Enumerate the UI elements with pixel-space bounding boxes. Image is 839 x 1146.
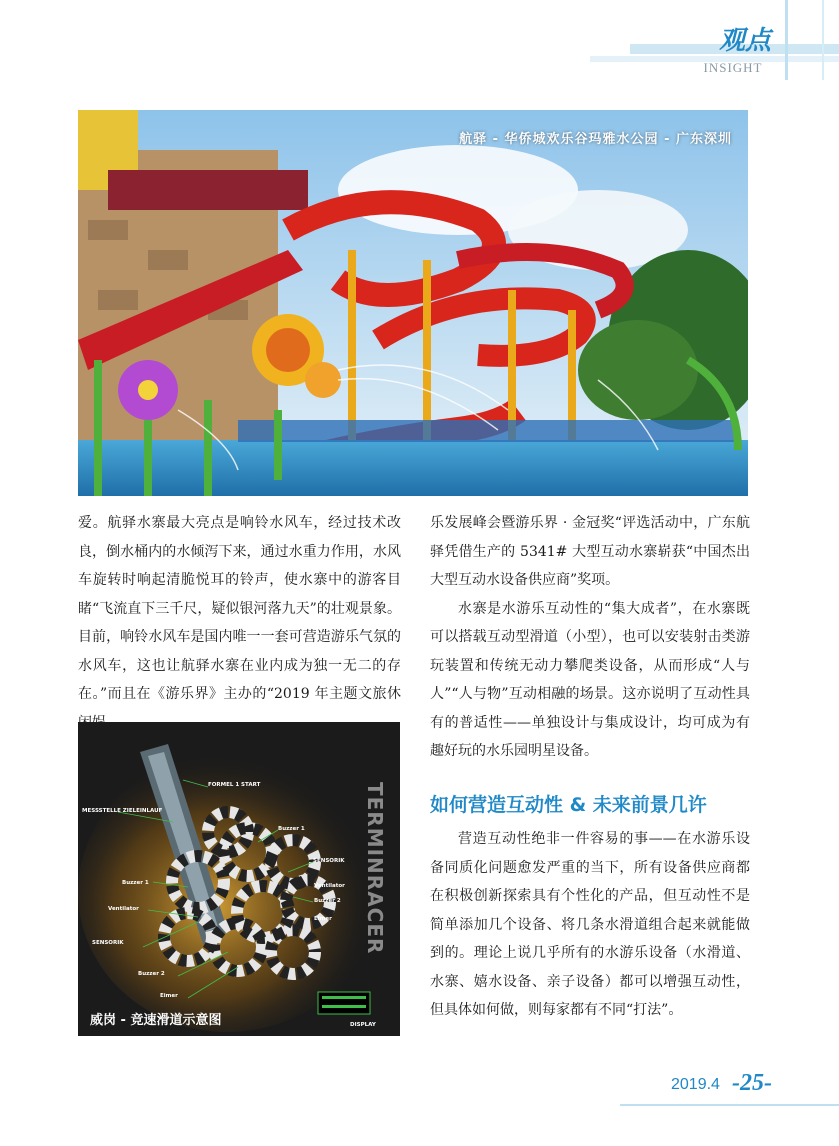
waterpark-photo bbox=[78, 110, 748, 496]
label-buzzer-1b: Buzzer 1 bbox=[122, 880, 149, 886]
left-paragraph: 爱。航驿水寨最大亮点是响铃水风车，经过技术改良，倒水桶内的水倾泻下来，通过水重力作用，水风车旋转时响起清脆悦耳的铃声，使水寨中的游客目睹“飞流直下三千尺，疑似银河落九天”的壮观景象。目前，响铃水风车是国内唯一一套可营造游乐气氛的水风车，这也让航驿水寨在业内成为独一无二的存在。”而且在《游乐界》主办的“2019 年主题文旅休 bbox=[78, 515, 401, 702]
right-paragraph-2: 水寨是水游乐互动性的“集大成者”，在水寨既可以搭载互动型滑道（小型），也可以安装射击类游玩装置和传统无动力攀爬类设备，从而形成“人与人”“人与物”互动相融的场景。这亦说明了互动性具有的普适性——单独设计与集成设计，均可成为有趣好玩的水乐园明星设备。 bbox=[430, 600, 750, 759]
section-paragraph: 营造互动性绝非一件容易的事——在水游乐设备同质化问题愈发严重的当下，所有设备供应商都在积极创新探索具有个性化的产品，但互动性不是简单添加几个设备、将几条水滑道组合起来就能做到的。理论上说几乎所有的水游乐设备（水滑道、水寨、嬉水设备、亲子设备）都可以增强互动性，但具体如何做，则每家都有不同“打法”。 bbox=[430, 831, 750, 1018]
label-sensorik: SENSORIK bbox=[313, 858, 345, 864]
issue-number: 2019.4 bbox=[671, 1076, 720, 1093]
label-eimer: Eimer bbox=[314, 916, 332, 922]
section-heading: 如何营造互动性 & 未来前景几许 bbox=[430, 794, 707, 816]
label-buzzer-2b: Buzzer 2 bbox=[138, 971, 165, 977]
label-buzzer-1: Buzzer 1 bbox=[278, 826, 305, 832]
label-eimer-2: Eimer bbox=[160, 993, 178, 999]
section-body bbox=[430, 825, 750, 1025]
page-number: -25- bbox=[732, 1070, 772, 1096]
page-footer bbox=[620, 1070, 839, 1100]
label-messstelle: MESSSTELLE ZIELEINLAUF bbox=[82, 808, 163, 814]
section-subtitle: INSIGHT bbox=[703, 60, 763, 75]
right-column bbox=[430, 509, 750, 766]
slide-diagram bbox=[78, 722, 400, 1036]
label-formel: FORMEL 1 START bbox=[208, 782, 261, 788]
left-column bbox=[78, 509, 401, 737]
label-ventilator-2: Ventilator bbox=[108, 906, 139, 912]
photo-caption: 航驿 - 华侨城欢乐谷玛雅水公园 - 广东深圳 bbox=[459, 132, 732, 147]
label-buzzer-2: Buzzer 2 bbox=[314, 898, 341, 904]
label-sensorik-2: SENSORIK bbox=[92, 940, 124, 946]
right-paragraph-1: 乐发展峰会暨游乐界 · 金冠奖“评选活动中，广东航驿凭借生产的 5341# 大型互动水寨崭获“中国杰出大型互动水设备供应商”奖项。 bbox=[430, 515, 750, 588]
diagram-watermark: TERMINRACER bbox=[363, 782, 387, 955]
label-display: DISPLAY bbox=[350, 1022, 376, 1028]
diagram-caption: 威岗 - 竞速滑道示意图 bbox=[90, 1013, 222, 1028]
section-title: 观点 bbox=[718, 26, 771, 56]
label-ventilator: Ventilator bbox=[314, 883, 345, 889]
